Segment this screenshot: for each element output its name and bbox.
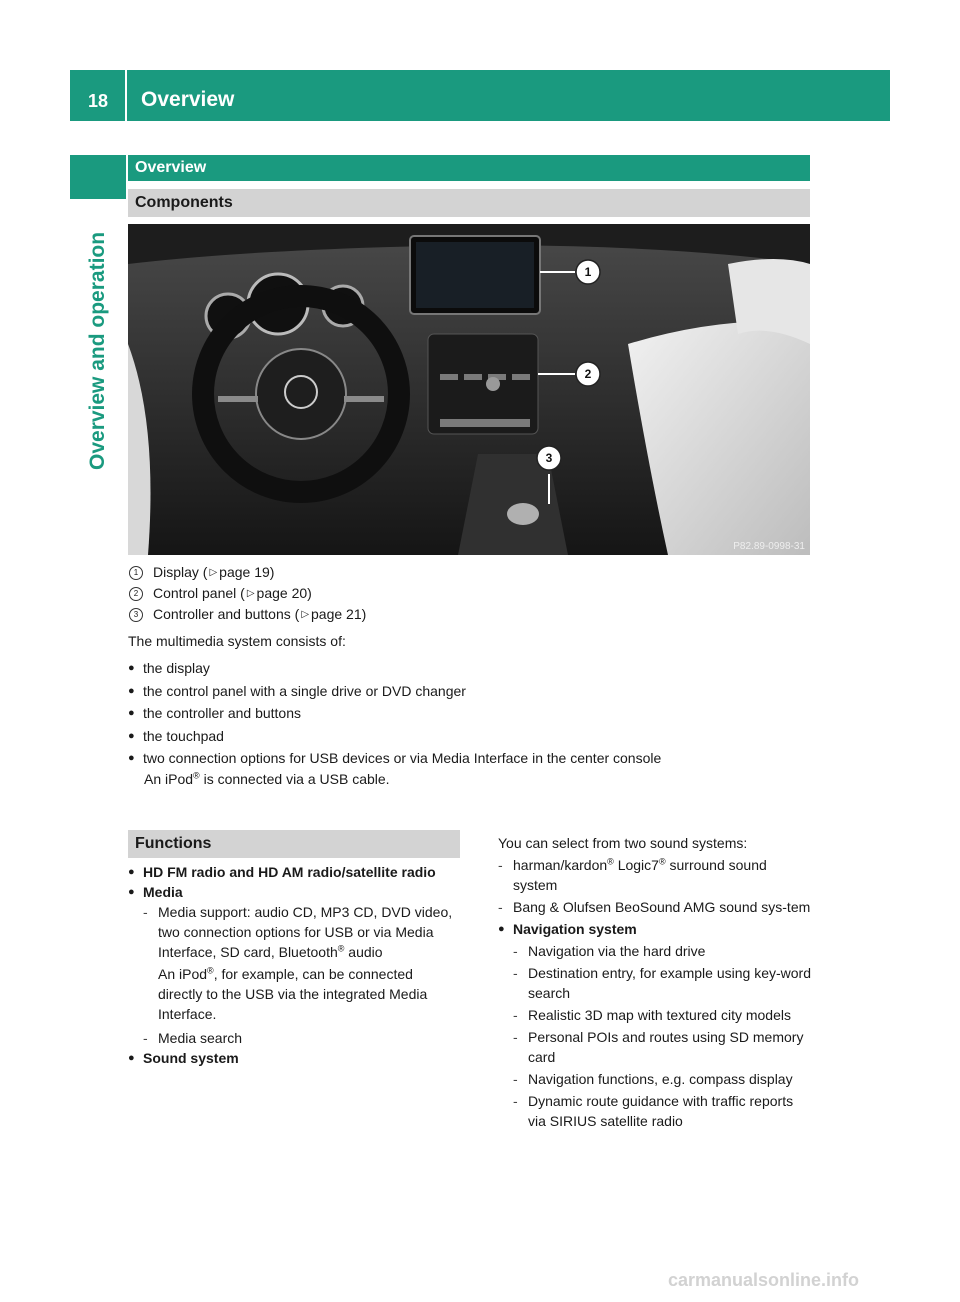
- dash-icon: -: [513, 943, 518, 959]
- dash-icon: -: [498, 857, 503, 873]
- sub-list-item: [513, 1069, 813, 1089]
- bullet-r-icon: ●: [128, 886, 135, 898]
- bullet-list: [128, 657, 661, 770]
- sub-list-item-text: Personal POIs and routes using SD memory card: [528, 1029, 804, 1065]
- sub-list-item: [498, 897, 813, 917]
- list-item-text: Media: [143, 884, 183, 900]
- sub-list-item-text: Dynamic route guidance with traffic reports via SIRIUS satellite radio: [528, 1093, 794, 1129]
- caption-item: [129, 604, 366, 625]
- page-arrow-icon: ▷: [301, 609, 310, 620]
- registered-mark: ®: [207, 965, 214, 976]
- dash-icon: -: [143, 1030, 148, 1046]
- list-item-text: Navigation system: [513, 921, 637, 937]
- sub-list-item-text: Realistic 3D map with textured city models: [528, 1007, 791, 1023]
- sub-list-item-text: Navigation functions, e.g. compass display: [528, 1071, 793, 1087]
- functions-heading: Functions: [128, 830, 460, 858]
- watermark: carmanualsonline.info: [668, 1270, 860, 1290]
- sound-nav-column: [498, 833, 813, 1131]
- functions-column: [128, 830, 460, 1068]
- caption-page-link[interactable]: page 21): [311, 606, 367, 622]
- list-item-text: Sound system: [143, 1050, 239, 1066]
- ipod-note: [144, 771, 390, 787]
- bullet-r-icon: ●: [128, 707, 135, 719]
- list-item-text: HD FM radio and HD AM radio/satellite radio: [143, 864, 436, 880]
- list-item-text: the control panel with a single drive or DVD changer: [143, 682, 466, 699]
- callout-2: 2: [584, 367, 592, 381]
- dash-icon: -: [513, 1007, 518, 1023]
- sub-list-item-text: [513, 855, 813, 895]
- registered-mark: ®: [658, 856, 666, 867]
- caption-page-link[interactable]: page 20): [256, 585, 312, 601]
- list-item: [128, 680, 661, 703]
- sub-list-item: [513, 1005, 813, 1025]
- harman-text: harman/kardon: [513, 857, 608, 873]
- side-tab-marker: [70, 155, 126, 199]
- bullet-r-icon: ●: [128, 866, 135, 878]
- list-item: [128, 1048, 460, 1068]
- dash-icon: -: [513, 965, 518, 981]
- bullet-r-icon: ●: [128, 662, 135, 674]
- side-chapter-label: Overview and operation: [86, 231, 109, 470]
- callout-1: 1: [584, 265, 592, 279]
- sub-list-item-text: Bang & Olufsen BeoSound AMG sound sys-tem: [513, 899, 811, 915]
- caption-text: Control panel (: [153, 585, 245, 601]
- ipod-text: An iPod: [144, 771, 194, 787]
- list-item: [128, 882, 460, 902]
- subsection-heading: Components: [128, 189, 810, 217]
- callout-number-icon: 2: [129, 587, 143, 601]
- bullet-r-icon: ●: [128, 1052, 135, 1064]
- sub-list-item: [143, 902, 460, 962]
- sub-list-item: [513, 941, 813, 961]
- caption-item: [129, 583, 366, 604]
- section-heading: Overview: [128, 155, 810, 181]
- page-title: Overview: [141, 88, 235, 111]
- harman-text-c: surround sound system: [513, 857, 767, 893]
- sub-list-item-text: Media search: [158, 1030, 243, 1046]
- sub-list-item: [513, 1091, 813, 1131]
- header-divider: [125, 70, 127, 121]
- list-item-text: the touchpad: [143, 727, 224, 744]
- caption-item: [129, 562, 366, 583]
- ipod-text-rest: , for example, can be connected directly to the USB via the integrated Media Interface.: [158, 966, 428, 1022]
- dash-icon: -: [513, 1093, 518, 1109]
- bullet-r-icon: ●: [498, 923, 505, 935]
- list-item: [128, 747, 661, 770]
- sub-list-item-text: [158, 902, 460, 962]
- page-arrow-icon: ▷: [246, 588, 255, 599]
- caption-text: Display (: [153, 564, 208, 580]
- registered-mark: ®: [607, 856, 614, 867]
- callout-number-icon: 1: [129, 566, 143, 580]
- list-item: [498, 919, 813, 939]
- registered-mark: ®: [193, 770, 200, 781]
- dashboard-photo: [128, 224, 810, 555]
- list-item: [128, 725, 661, 748]
- ipod-text-rest: is connected via a USB cable.: [199, 771, 390, 787]
- sub-list-item: [513, 1027, 813, 1067]
- sub-list-item: [143, 1028, 460, 1048]
- dash-icon: -: [513, 1029, 518, 1045]
- bullet-r-icon: ●: [128, 684, 135, 697]
- dash-icon: -: [513, 1071, 518, 1087]
- caption-page-link[interactable]: page 19): [219, 564, 275, 580]
- harman-text-b: Logic7: [613, 857, 659, 873]
- ipod-text: An iPod: [158, 966, 208, 982]
- photo-code: P82.89-0998-31: [733, 541, 805, 552]
- caption-text: Controller and buttons (: [153, 606, 300, 622]
- list-item: [128, 657, 661, 680]
- page-number: 18: [87, 91, 109, 111]
- sub-list-item-text: Destination entry, for example using key-word search: [528, 965, 811, 1001]
- media-support-text: Media support: audio CD, MP3 CD, DVD video, two connection options for USB or via Media Interface, SD card, Bluetooth: [158, 904, 453, 960]
- callout-number-icon: 3: [129, 608, 143, 622]
- intro-text: The multimedia system consists of:: [128, 633, 346, 649]
- paragraph: [158, 964, 460, 1024]
- sub-list-item: [513, 963, 813, 1003]
- sub-list-item: [498, 855, 813, 895]
- registered-mark: ®: [337, 943, 345, 954]
- page-arrow-icon: ▷: [209, 567, 218, 578]
- bullet-r-icon: ●: [128, 729, 135, 742]
- media-support-text-rest: audio: [344, 944, 383, 960]
- dash-icon: -: [498, 899, 503, 915]
- list-item-text: two connection options for USB devices or via Media Interface in the center console: [143, 750, 662, 766]
- paragraph: You can select from two sound systems:: [498, 835, 748, 851]
- caption-list: [129, 562, 366, 625]
- callout-3: 3: [545, 451, 553, 465]
- list-item-text: the controller and buttons: [143, 705, 301, 721]
- list-item: [128, 702, 661, 725]
- list-item: [128, 862, 460, 882]
- sub-list-item-text: Navigation via the hard drive: [528, 943, 706, 959]
- list-item-text: the display: [143, 660, 210, 676]
- bullet-r-icon: ●: [128, 752, 135, 764]
- dash-icon: -: [143, 904, 148, 920]
